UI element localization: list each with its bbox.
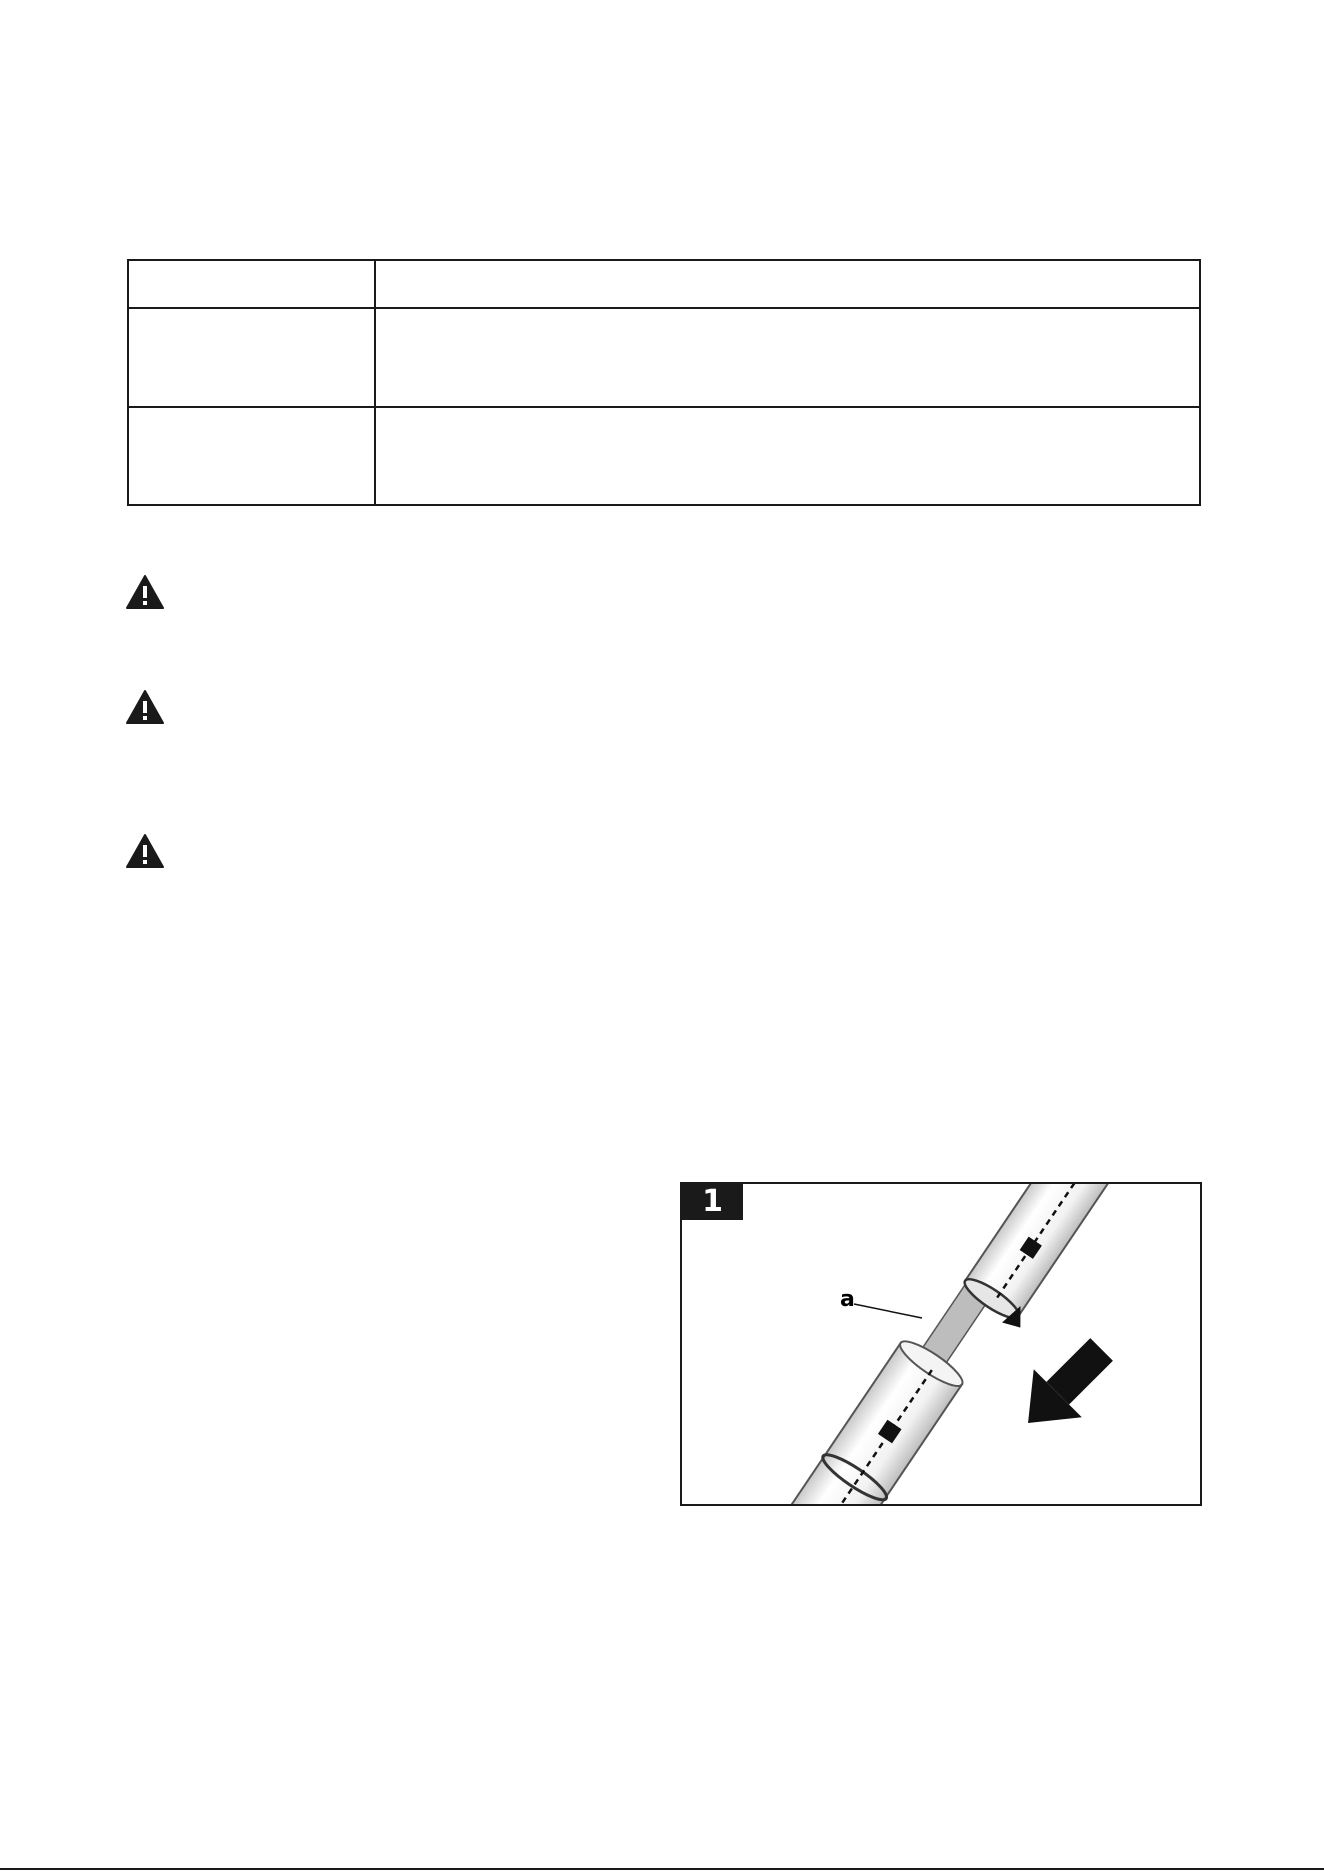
spec-value [375,407,1200,505]
warning-triangle-icon [125,689,165,725]
table-row [128,308,1200,406]
upper-tube [957,1184,1153,1333]
arrow-down-left-icon [1004,1325,1126,1447]
leader-line [854,1304,922,1318]
footer-rule [0,1868,1324,1870]
warning-triangle-icon [125,574,165,610]
warning-triangle-icon [125,833,165,869]
lower-tube [763,1334,969,1504]
spec-label [128,260,375,308]
figure-1 [680,1182,1202,1506]
spec-value [375,308,1200,406]
pole-illustration [682,1184,1200,1504]
table-row [128,260,1200,308]
spec-label [128,308,375,406]
table-row [128,407,1200,505]
part-label-a: a [840,1287,855,1312]
spec-value [375,260,1200,308]
spec-table [127,259,1201,506]
spec-label [128,407,375,505]
figure-number: 1 [682,1184,743,1220]
